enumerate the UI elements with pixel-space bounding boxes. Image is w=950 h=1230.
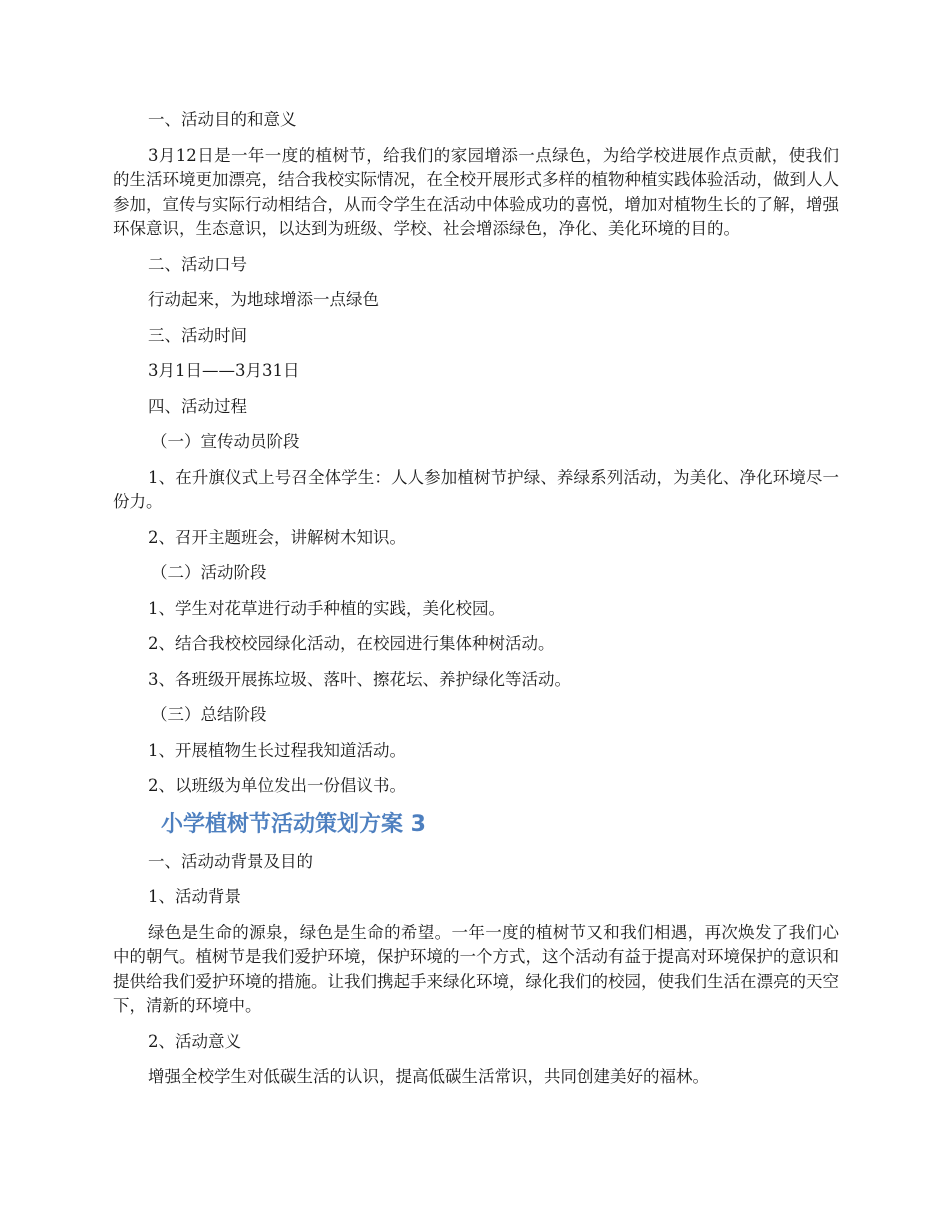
subheading-background: 1、活动背景 [148, 887, 241, 906]
paragraph-background: 绿色是生命的源泉，绿色是生命的希望。一年一度的植树节又和我们相遇，再次焕发了我们心中的朝气。植树节是我们爱护环境，保护环境的一个方式，这个活动有益于提高对环境保护的意识和提供给我们爱护环境的措施。让我们携起手来绿化环境，绿化我们的校园，使我们生活在漂亮的天空下，清新的环境中。 [113, 922, 839, 1015]
paragraph-purpose: 3月12日是一年一度的植树节，给我们的家园增添一点绿色，为给学校进展作点贡献，使我们的生活环境更加漂亮，结合我校实际情况，在全校开展形式多样的植物种植实践体验活动，做到人人参加，宣传与实际行动相结合，从而令学生在活动中体验成功的喜悦，增加对植物生长的了解，增强环保意识，生态意识，以达到为班级、学校、社会增添绿色，净化、美化环境的目的。 [113, 145, 839, 238]
list-item: 1、学生对花草进行动手种植的实践，美化校园。 [148, 598, 505, 618]
paragraph-slogan: 行动起来，为地球增添一点绿色 [148, 290, 379, 309]
list-item: 2、召开主题班会，讲解树木知识。 [148, 527, 406, 547]
list-item: 2、以班级为单位发出一份倡议书。 [148, 776, 406, 795]
heading-time: 三、活动时间 [148, 325, 247, 345]
list-item: 2、结合我校校园绿化活动，在校园进行集体种树活动。 [148, 634, 555, 653]
heading-background-purpose: 一、活动动背景及目的 [148, 851, 313, 871]
paragraph-significance: 增强全校学生对低碳生活的认识，提高低碳生活常识，共同创建美好的福林。 [148, 1067, 709, 1086]
subheading-significance: 2、活动意义 [148, 1031, 241, 1051]
section-title: 小学植树节活动策划方案 3 [161, 811, 426, 837]
heading-process: 四、活动过程 [148, 396, 247, 416]
heading-purpose: 一、活动目的和意义 [148, 110, 297, 129]
subheading-stage-1: （一）宣传动员阶段 [151, 432, 300, 451]
subheading-stage-2: （二）活动阶段 [151, 563, 267, 582]
list-item: 1、在升旗仪式上号召全体学生：人人参加植树节护绿、养绿系列活动，为美化、净化环境尽一份力。 [113, 467, 839, 511]
document-body [113, 108, 839, 1101]
paragraph-time: 3月1日——3月31日 [148, 361, 300, 380]
list-item: 1、开展植物生长过程我知道活动。 [148, 740, 406, 760]
heading-slogan: 二、活动口号 [148, 254, 247, 274]
subheading-stage-3: （三）总结阶段 [151, 705, 267, 724]
list-item: 3、各班级开展拣垃圾、落叶、擦花坛、养护绿化等活动。 [148, 669, 571, 689]
